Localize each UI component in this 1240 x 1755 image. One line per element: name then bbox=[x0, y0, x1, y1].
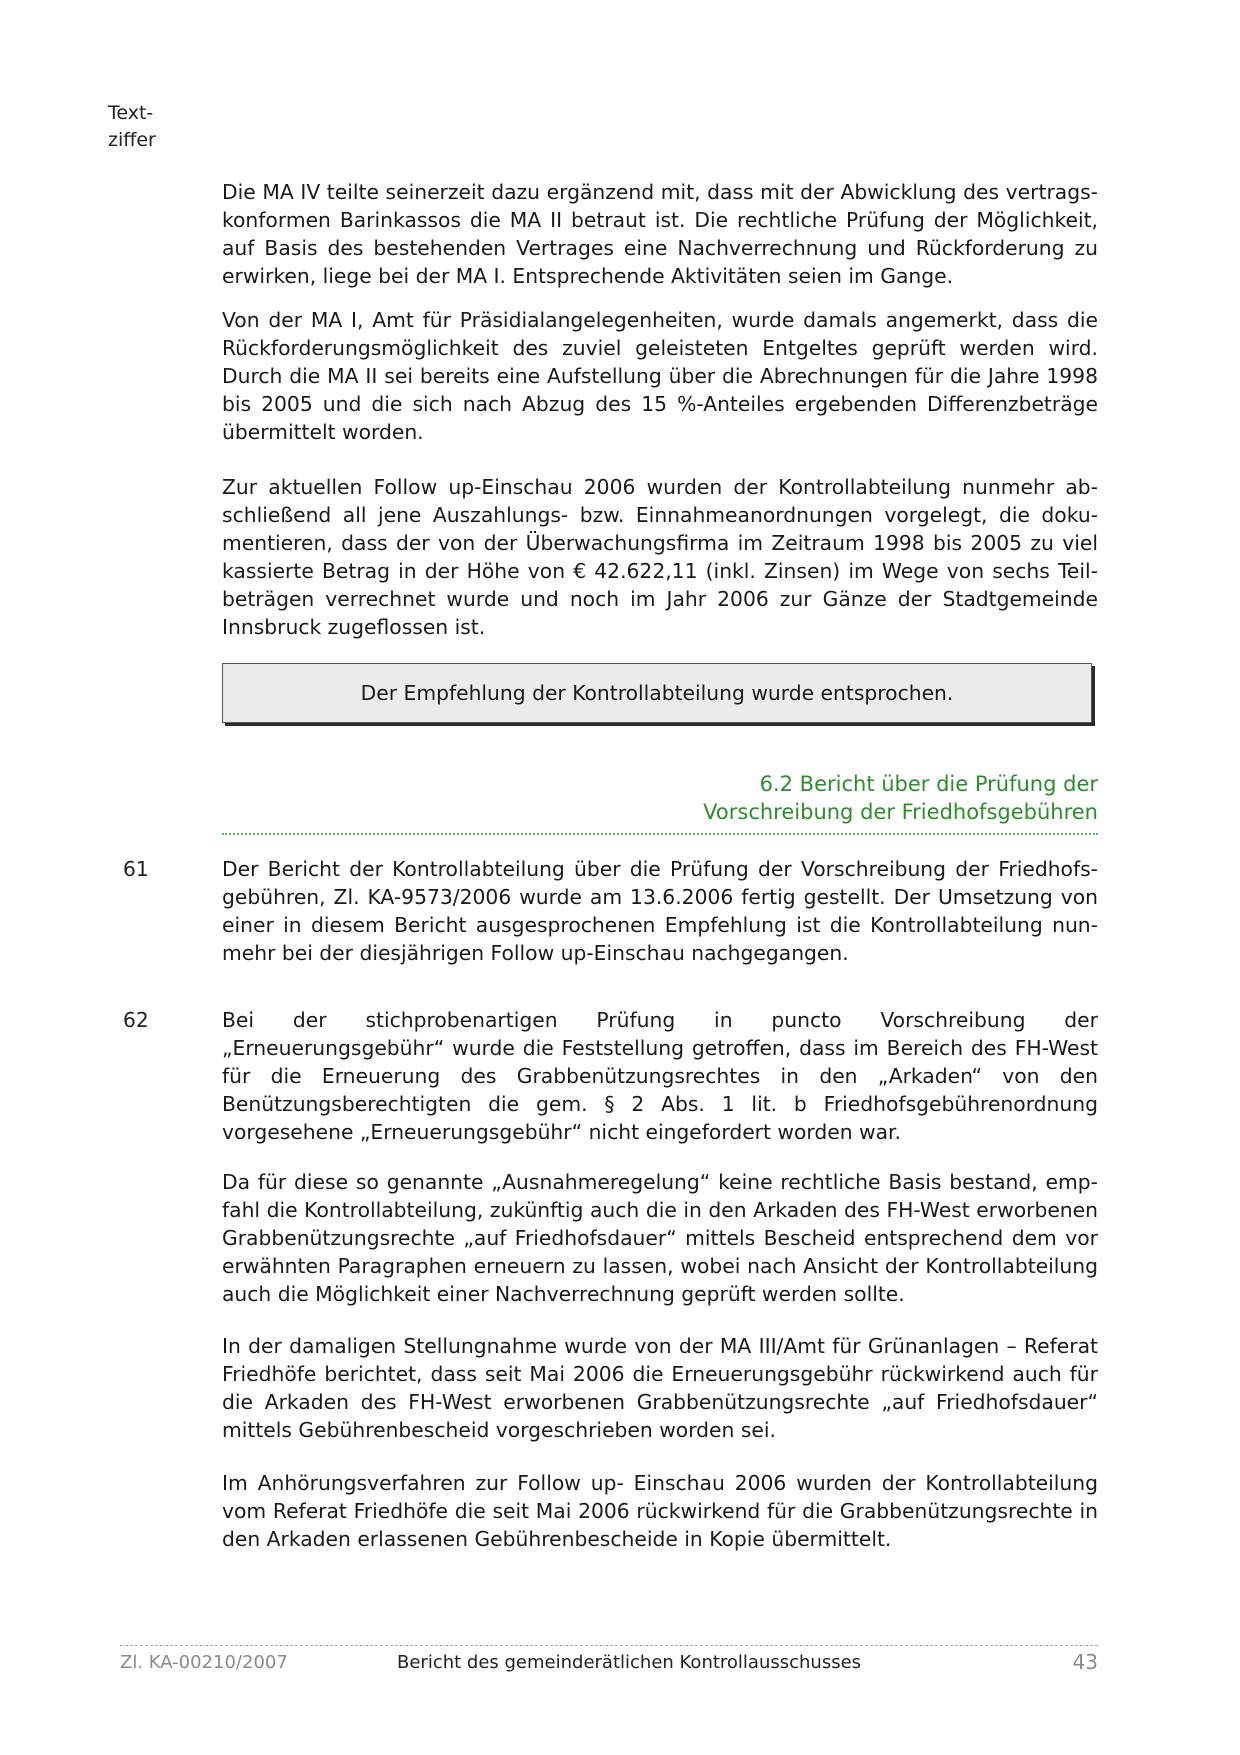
paragraph-text: Der Bericht der Kontrollabteilung über die Prüfung der Vorschreibung der Friedhofsgebühren, Zl. KA-9573/2006 wurde am 13.6.2006 fertig gestellt. Der Umsetzung von einer in diesem Bericht ausgesprochenen Empfehlung ist die Kontrollabteilung nunmehr bei der diesjährigen Follow up-Einschau nachgegangen. bbox=[222, 857, 1098, 965]
textziffer-62-paragraph-3 bbox=[222, 1332, 1098, 1444]
paragraph-text: Zur aktuellen Follow up-Einschau 2006 wurden der Kontrollabteilung nunmehr abschließend all jene Auszahlungs- bzw. Einnahmeanordnungen vorgelegt, die dokumentieren, dass der von der Überwachungsfirma im Zeitraum 1998 bis 2005 zu viel kassierte Betrag in der Höhe von € 42.622,11 (inkl. Zinsen) im Wege von sechs Teilbeträgen verrechnet wurde und noch im Jahr 2006 zur Gänze der Stadtgemeinde Innsbruck zugeflossen ist. bbox=[222, 475, 1098, 639]
textziffer-62-paragraph-2 bbox=[222, 1168, 1098, 1308]
section-heading bbox=[222, 770, 1098, 826]
paragraph-text: Im Anhörungsverfahren zur Follow up- Einschau 2006 wurden der Kontrollabteilung vom Referat Friedhöfe die seit Mai 2006 rückwirkend für die Grabbenützungsrechte in den Arkaden erlassenen Gebührenbescheide in Kopie übermittelt. bbox=[222, 1471, 1098, 1551]
paragraph-text: In der damaligen Stellungnahme wurde von der MA III/Amt für Grünanlagen – Referat Friedhöfe berichtet, dass seit Mai 2006 die Erneuerungsgebühr rückwirkend auch für die Arkaden des FH-West erworbenen Grabbenützungsrechte „auf Friedhofsdauer“ mittels Gebührenbescheid vorgeschrieben worden sei. bbox=[222, 1334, 1098, 1442]
textziffer-61-number: 61 bbox=[123, 857, 149, 881]
continuation-paragraph-1 bbox=[222, 178, 1098, 290]
paragraph-text: Die MA IV teilte seinerzeit dazu ergänzend mit, dass mit der Abwicklung des vertragskonformen Barinkassos die MA II betraut ist. Die rechtliche Prüfung der Möglichkeit, auf Basis des bestehenden Vertrages eine Nachverrechnung und Rückforderung zu erwirken, liege bei der MA I. Entsprechende Aktivitäten seien im Gange. bbox=[222, 180, 1098, 288]
paragraph-text: Da für diese so genannte „Ausnahmeregelung“ keine rechtliche Basis bestand, empfahl die Kontrollabteilung, zukünftig auch die in den Arkaden des FH-West erworbenen Grabbenützungsrechte „auf Friedhofsdauer“ mittels Bescheid entsprechend dem vor erwähnten Paragraphen erneuern zu lassen, wobei nach Ansicht der Kontrollabteilung auch die Möglichkeit einer Nachverrechnung geprüft werden sollte. bbox=[222, 1170, 1098, 1306]
paragraph-text: Von der MA I, Amt für Präsidialangelegenheiten, wurde damals angemerkt, dass die Rückforderungsmöglichkeit des zuviel geleisteten Entgeltes geprüft werden wird. Durch die MA II sei bereits eine Aufstellung über die Abrechnungen für die Jahre 1998 bis 2005 und die sich nach Abzug des 15 %-Anteiles ergebenden Differenzbeträge übermittelt worden. bbox=[222, 308, 1098, 444]
section-divider bbox=[222, 833, 1098, 835]
footer-divider bbox=[120, 1645, 1098, 1646]
section-heading-line2: Vorschreibung der Friedhofsgebühren bbox=[703, 800, 1098, 824]
footer-title: Bericht des gemeinderätlichen Kontrollausschusses bbox=[397, 1652, 862, 1673]
textziffer-margin-label bbox=[108, 100, 156, 154]
paragraph-text: Bei der stichprobenartigen Prüfung in puncto Vorschreibung der „Erneuerungsgebühr“ wurde die Feststellung getroffen, dass im Bereich des FH-West für die Erneuerung des Grabbenützungsrechtes in den „Arkaden“ von den Benützungsberechtigten die gem. § 2 Abs. 1 lit. b Friedhofsgebührenordnung vorgesehene „Erneuerungsgebühr“ nicht eingefordert worden war. bbox=[222, 1008, 1098, 1144]
textziffer-62-number: 62 bbox=[123, 1008, 149, 1032]
page-number: 43 bbox=[1072, 1650, 1098, 1674]
margin-label-line2: ziffer bbox=[108, 129, 156, 151]
footer-reference: Zl. KA-00210/2007 bbox=[120, 1652, 288, 1673]
textziffer-62-paragraph-4 bbox=[222, 1469, 1098, 1553]
recommendation-result-box bbox=[222, 663, 1092, 723]
continuation-paragraph-3 bbox=[222, 473, 1098, 641]
margin-label-line1: Text- bbox=[108, 102, 154, 124]
result-box-text: Der Empfehlung der Kontrollabteilung wurde entsprochen. bbox=[360, 681, 954, 705]
textziffer-62-paragraph-1 bbox=[222, 1006, 1098, 1146]
section-heading-line1: 6.2 Bericht über die Prüfung der bbox=[759, 772, 1098, 796]
textziffer-61-body bbox=[222, 855, 1098, 967]
continuation-paragraph-2 bbox=[222, 306, 1098, 446]
